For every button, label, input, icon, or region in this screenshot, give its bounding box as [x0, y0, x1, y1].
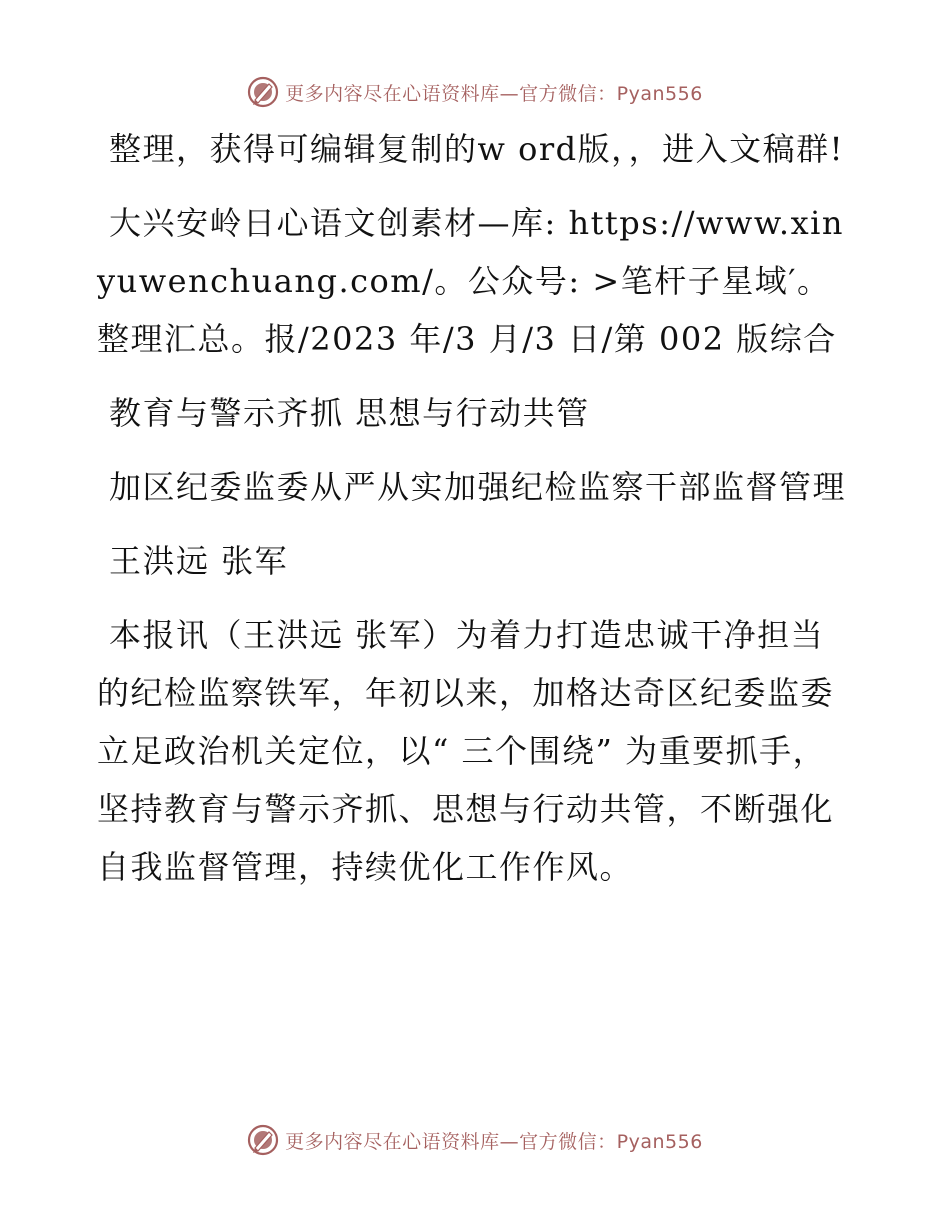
watermark-text: 更多内容尽在心语资料库—官方微信： [285, 1130, 617, 1153]
watermark-wechat-id: Pyan556 [616, 82, 703, 105]
paragraph-source: 大兴安岭日心语文创素材—库: https://www.xinyuwenchuang.com/。公众号: >笔杆子星域′。整理汇总。报/2023 年/3 月/3 日/第 002 版综合 [97, 204, 844, 358]
article-authors: 王洪远 张军 [109, 542, 289, 580]
document-body [97, 120, 857, 912]
header-watermark [0, 70, 950, 114]
pen-logo-icon [247, 76, 279, 108]
footer-watermark [0, 1118, 950, 1162]
watermark-text: 更多内容尽在心语资料库—官方微信： [285, 82, 617, 105]
article-body-paragraph: 本报讯（王洪远 张军）为着力打造忠诚干净担当的纪检监察铁军，年初以来，加格达奇区纪委监委立足政治机关定位，以“ 三个围绕” 为重要抓手，坚持教育与警示齐抓、思想与行动共管，不断强化自我监督管理，持续优化工作作风。 [97, 616, 835, 886]
pen-logo-icon [247, 1124, 279, 1156]
watermark-wechat-id: Pyan556 [616, 1130, 703, 1153]
article-subheadline: 教育与警示齐抓 思想与行动共管 [109, 394, 590, 432]
paragraph-intro: 整理，获得可编辑复制的w ord版，，进入文稿群! [109, 130, 844, 168]
article-headline: 加区纪委监委从严从实加强纪检监察干部监督管理 [109, 468, 847, 506]
